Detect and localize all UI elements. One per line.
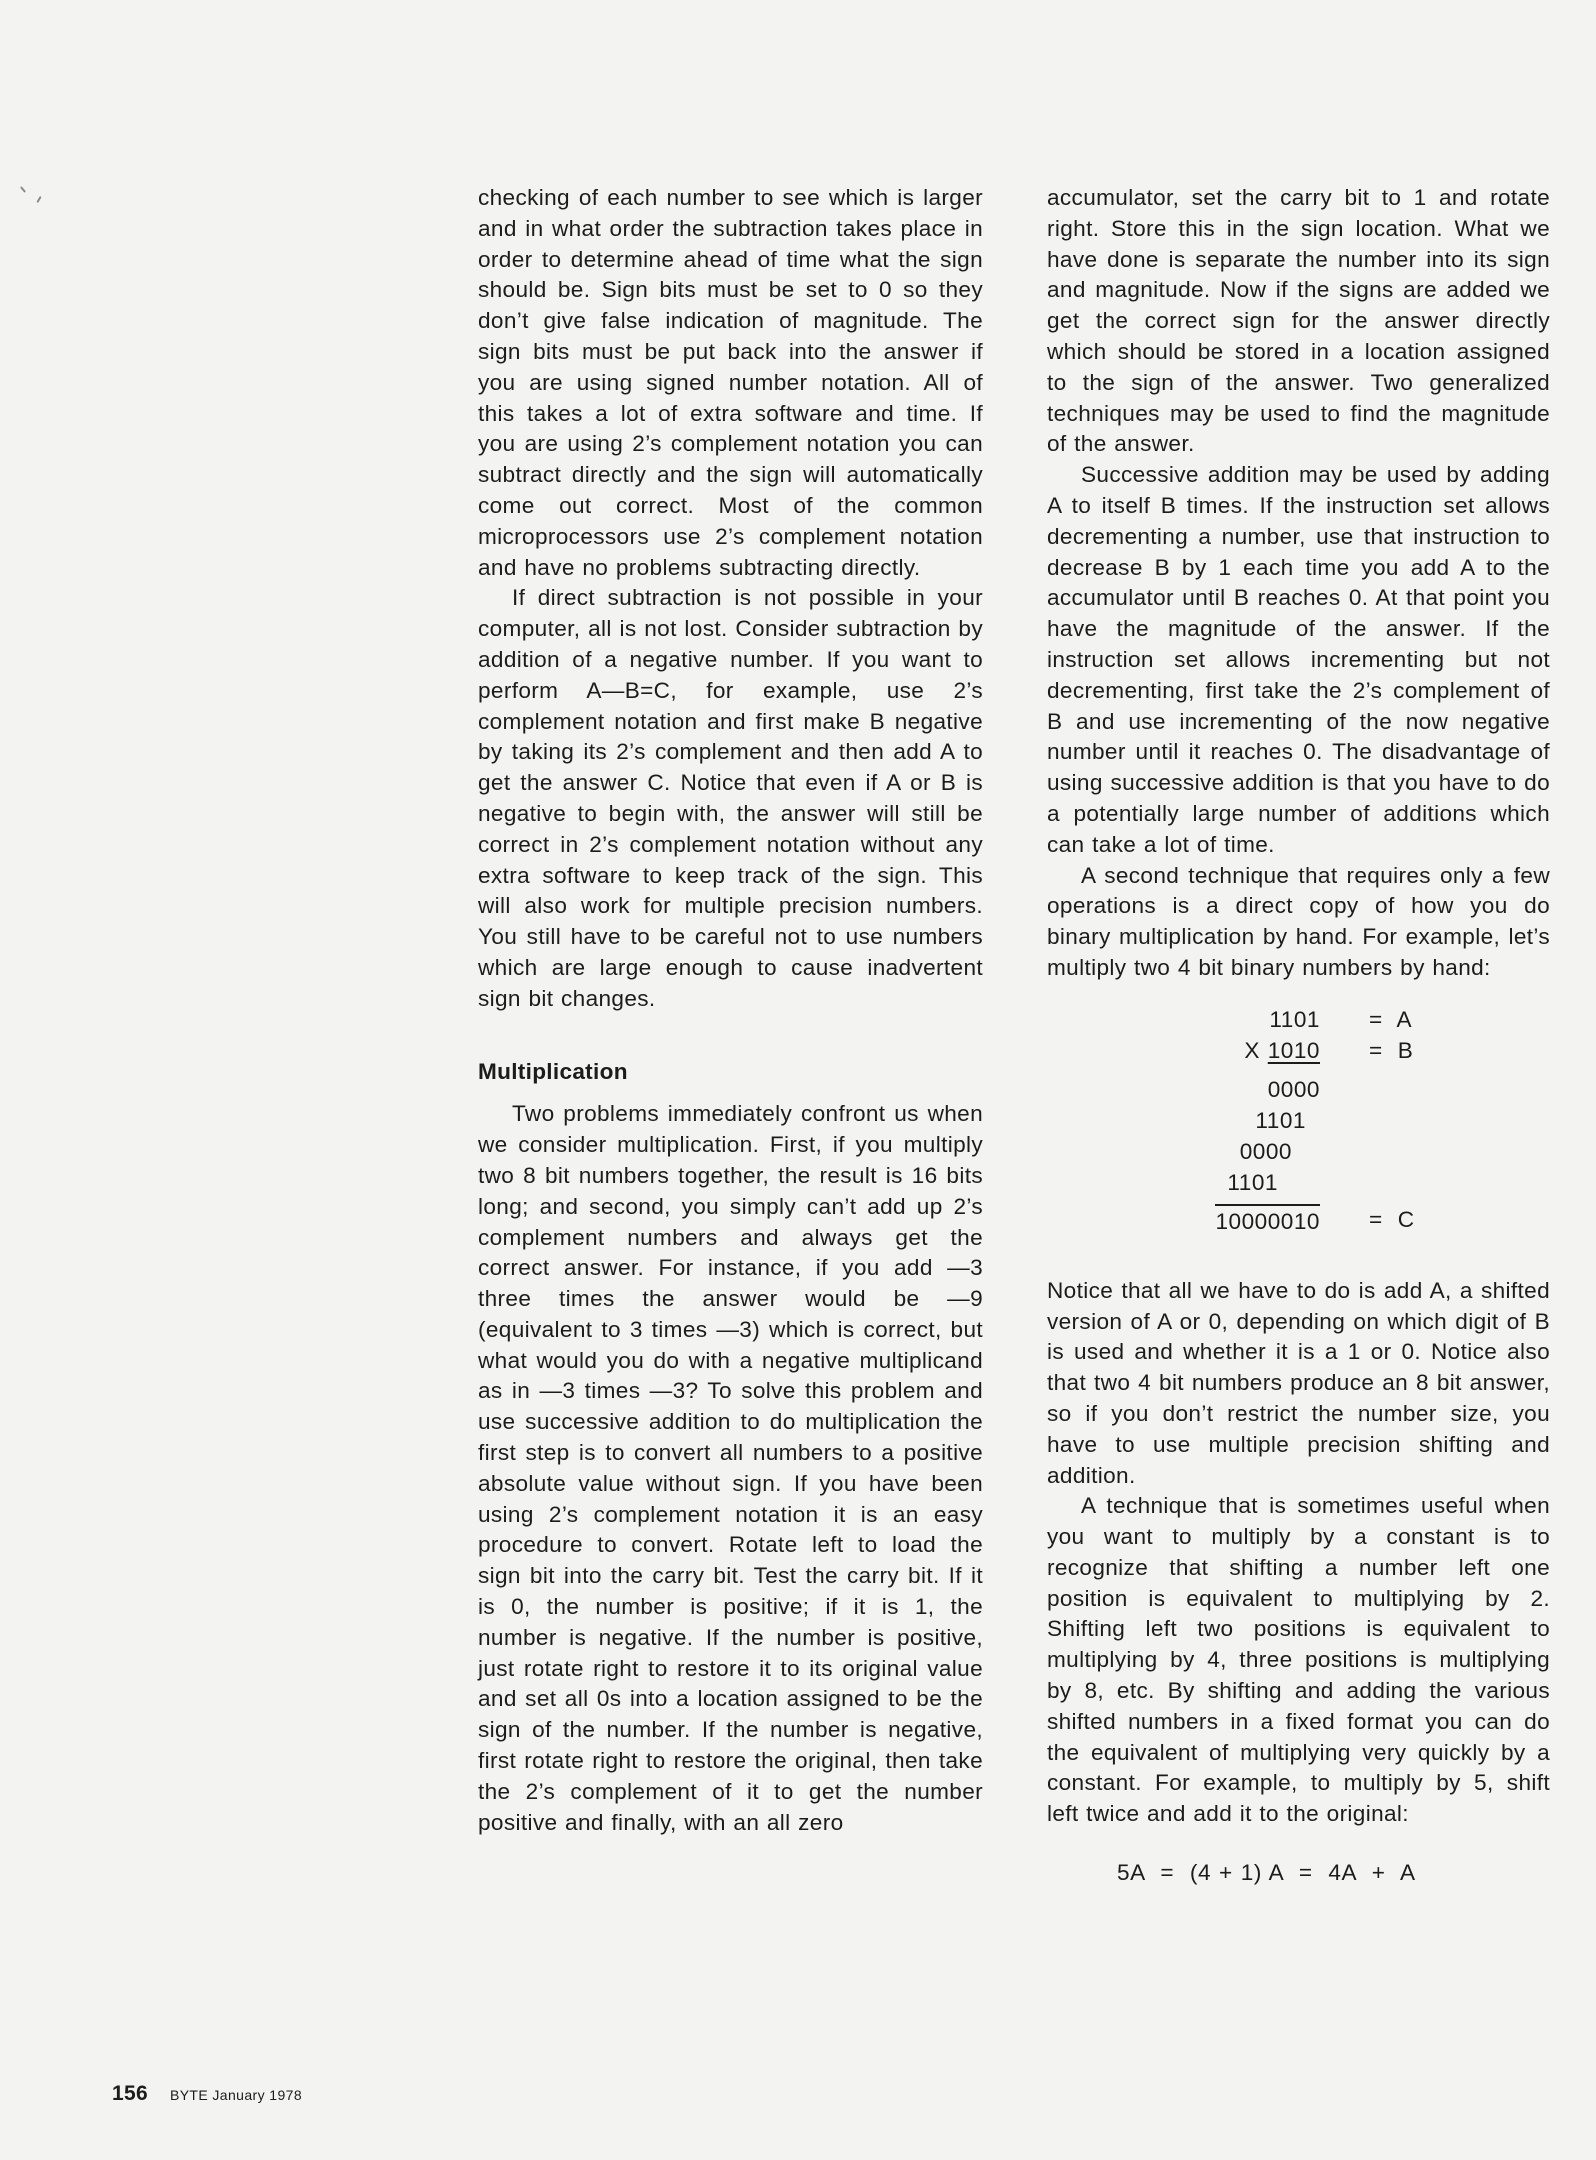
multiplier-value: 1010	[1267, 1037, 1320, 1063]
partial-product: 1101	[1227, 1169, 1278, 1195]
equation-5a: 5A = (4 + 1) A = 4A + A	[1117, 1860, 1416, 1886]
partial-product-row	[1047, 1074, 1550, 1105]
left-column	[478, 183, 983, 1838]
partial-product: 1101	[1255, 1107, 1306, 1133]
body-paragraph: accumulator, set the carry bit to 1 and rotate right. Store this in the sign location. What we have done is separate the number into its sign and magnitude. Now if the signs are added we get the correct sign for the answer directly which should be stored in a location assigned to the sign of the answer. Two generalized techniques may be used to find the magnitude of the answer.	[1047, 185, 1550, 457]
body-paragraph: If direct subtraction is not possible in your computer, all is not lost. Consider subtraction by addition of a negative number. If you want to perform A—B=C, for example, use 2’s complement notation and first make B negative by taking its 2’s complement and then add A to get the answer C. Notice that even if A or B is negative to begin with, the answer will still be correct in 2’s complement notation without any extra software to keep track of the sign. This will also work for multiple precision numbers. You still have to be careful not to use numbers which are large enough to cause inadvertent sign bit changes.	[478, 585, 983, 1011]
multiplier-expression	[1244, 1035, 1320, 1066]
partial-product: 0000	[1267, 1076, 1320, 1102]
product-value: 10000010	[1215, 1204, 1320, 1237]
multiplicand-value: 1101	[1269, 1006, 1320, 1032]
right-column	[1047, 183, 1550, 1889]
multiplier-label: = B	[1369, 1037, 1414, 1063]
multiplicand-row	[1047, 1004, 1550, 1035]
multiplicand-label: = A	[1369, 1006, 1412, 1032]
product-label: = C	[1369, 1206, 1415, 1232]
page-footer	[112, 2082, 302, 2106]
body-paragraph: Successive addition may be used by adding A to itself B times. If the instruction set allows decrementing a number, use that instruction to decrease B by 1 each time you add A to the accumulator until B reaches 0. At that point you have the magnitude of the answer. If the instruction set allows incrementing but not decrementing, first take the 2’s complement of B and use incrementing of the now negative number until it reaches 0. The disadvantage of using successive addition is that you have to do a potentially large number of additions which can take a lot of time.	[1047, 462, 1550, 857]
partial-product-row	[1047, 1136, 1550, 1167]
body-paragraph: A technique that is sometimes useful when you want to multiply by a constant is to recognize that shifting a number left one position is equivalent to multiplying by 2. Shifting left two positions is equivalent to multiplying by 4, three positions is multiplying by 8, etc. By shifting and adding the various shifted numbers in a fixed format you can do the equivalent of multiplying very quickly by a constant. For example, to multiply by 5, shift left twice and add it to the original:	[1047, 1493, 1550, 1827]
scan-speck	[36, 196, 41, 203]
body-paragraph: Two problems immediately confront us when we consider multiplication. First, if you multiply two 8 bit numbers together, the result is 16 bits long; and second, you simply can’t add up 2’s complement numbers and always get the correct answer. For instance, if you add —3 three times the answer would be —9 (equivalent to 3 times —3) which is correct, but what would you do with a negative multiplicand as in —3 times —3? To solve this problem and use successive addition to do multiplication the first step is to convert all numbers to a positive absolute value without sign. If you have been using 2’s complement notation it is an easy procedure to convert. Rotate left to load the sign bit into the carry bit. Test the carry bit. If it is 0, the number is positive; if it is 1, the number is negative. If the number is positive, just rotate right to restore it to its original value and set all 0s into a location assigned to be the sign of the number. If the number is negative, first rotate right to restore the original, then take the 2’s complement of it to get the number positive and finally, with an all zero	[478, 1101, 983, 1835]
page-number: 156	[112, 2082, 148, 2105]
body-paragraph: A second technique that requires only a few operations is a direct copy of how you do binary multiplication by hand. For example, let’s multiply two 4 bit binary numbers by hand:	[1047, 862, 1550, 980]
scan-speck	[20, 186, 26, 193]
body-paragraph: checking of each number to see which is larger and in what order the subtraction takes place in order to determine ahead of time what the sign should be. Sign bits must be set to 0 so they don’t give false indication of magnitude. The sign bits must be put back into the answer if you are using signed number notation. All of this takes a lot of extra software and time. If you are using 2’s complement notation you can subtract directly and the sign will automatically come out correct. Most of the common microprocessors use 2’s complement notation and have no problems subtracting directly.	[478, 185, 983, 580]
binary-multiplication-example	[1047, 1004, 1550, 1246]
partial-product-row	[1047, 1167, 1550, 1198]
multiplier-row	[1047, 1035, 1550, 1066]
partial-product-row	[1047, 1105, 1550, 1136]
body-paragraph: Notice that all we have to do is add A, a shifted version of A or 0, depending on which digit of B is used and whether it is a 1 or 0. Notice also that two 4 bit numbers produce an 8 bit answer, so if you don’t restrict the number size, you have to use multiple precision shifting and addition.	[1047, 1277, 1550, 1488]
publication-info: BYTE January 1978	[169, 2087, 303, 2103]
section-heading-multiplication: Multiplication	[478, 1058, 628, 1084]
partial-product: 0000	[1239, 1138, 1292, 1164]
multiply-operator: X	[1244, 1037, 1260, 1063]
result-row	[1047, 1204, 1550, 1235]
